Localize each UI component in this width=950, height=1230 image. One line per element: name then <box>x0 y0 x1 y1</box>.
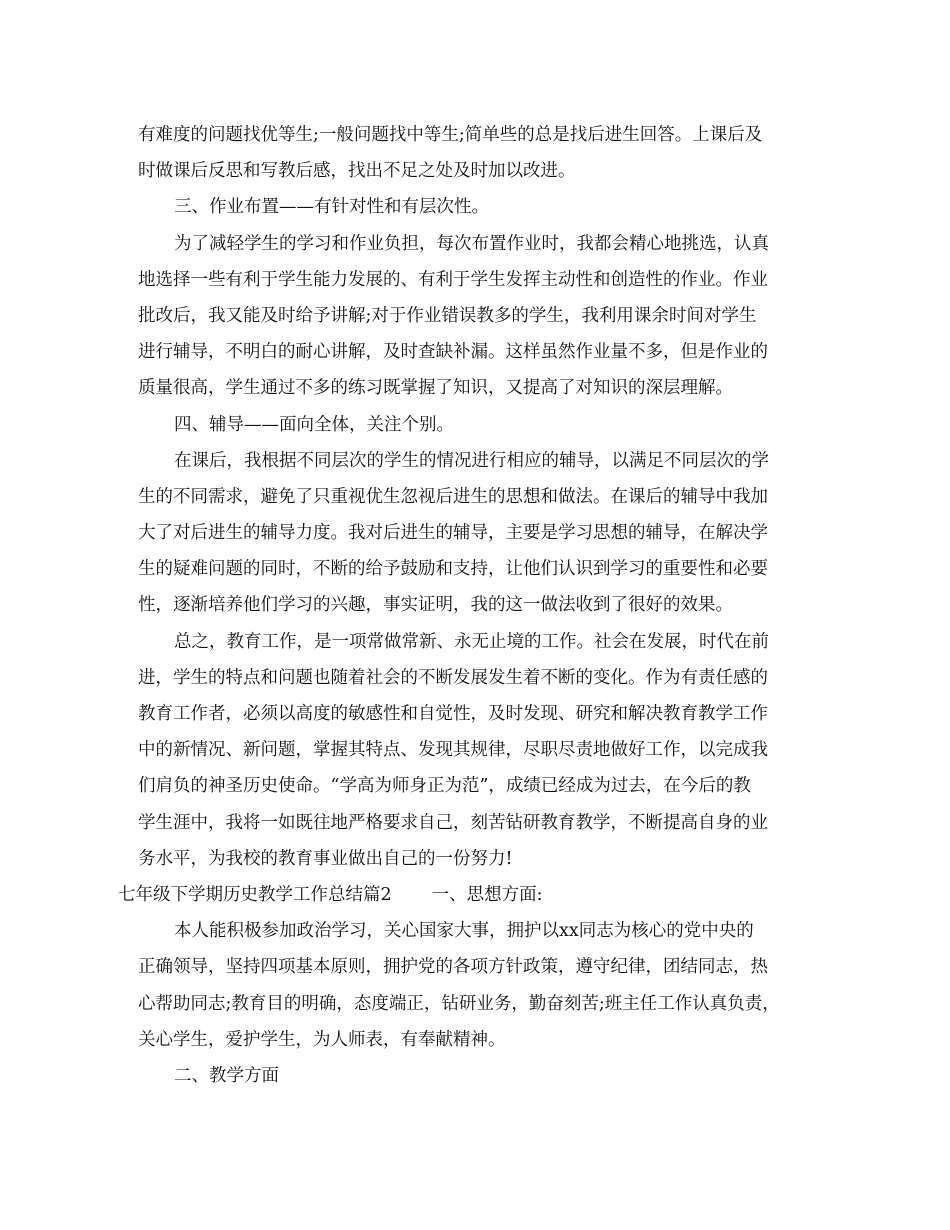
paragraph-line: 大了对后进生的辅导力度。我对后进生的辅导，主要是学习思想的辅导，在解决学 <box>138 523 768 544</box>
paragraph-line: 为了减轻学生的学习和作业负担，每次布置作业时，我都会精心地挑选，认真 <box>174 233 769 254</box>
paragraph-line: 学生涯中，我将一如既往地严格要求自己，刻苦钻研教育教学，不断提高自身的业 <box>138 812 768 833</box>
paragraph-line: 有难度的问题找优等生;一般问题找中等生;简单些的总是找后进生回答。上课后及 <box>138 125 763 145</box>
paragraph-line: 教育工作者，必须以高度的敏感性和自觉性，及时发现、研究和解决教育教学工作 <box>138 704 768 724</box>
paragraph-line: 性，逐渐培养他们学习的兴趣，事实证明，我的这一做法收到了很好的效果。 <box>138 595 733 616</box>
section-heading: 三、作业布置——有针对性和有层次性。 <box>174 197 489 218</box>
paragraph-line: 中的新情况、新问题，掌握其特点、发现其规律，尽职尽责地做好工作，以完成我 <box>138 740 768 761</box>
paragraph-line: 质量很高，学生通过不多的练习既掌握了知识，又提高了对知识的深层理解。 <box>138 378 733 399</box>
paragraph-line: 们肩负的神圣历史使命。“学高为师身正为范”，成绩已经成为过去，在今后的教 <box>138 776 751 797</box>
section-heading: 四、辅导——面向全体，关注个别。 <box>174 414 454 435</box>
paragraph-line: 关心学生，爱护学生，为人师表，有奉献精神。 <box>138 1029 506 1050</box>
paragraph-line: 心帮助同志;教育目的明确，态度端正，钻研业务，勤奋刻苦;班主任工作认真负责， <box>138 993 780 1014</box>
paragraph-line: 本人能积极参加政治学习，关心国家大事，拥护以xx同志为核心的党中央的 <box>174 921 754 942</box>
paragraph-line: 批改后，我又能及时给予讲解;对于作业错误教多的学生，我利用课余时间对学生 <box>138 305 757 326</box>
article-title: 七年级下学期历史教学工作总结篇2 <box>118 884 392 905</box>
article-heading <box>118 877 830 913</box>
paragraph-line: 地选择一些有利于学生能力发展的、有利于学生发挥主动性和创造性的作业。作业 <box>138 269 768 290</box>
paragraph-line: 时做课后反思和写教后感，找出不足之处及时加以改进。 <box>138 161 576 182</box>
paragraph-line: 务水平，为我校的教育事业做出自己的一份努力! <box>138 848 513 869</box>
paragraph-line: 总之，教育工作，是一项常做常新、永无止境的工作。社会在发展，时代在前 <box>174 631 769 652</box>
paragraph-line: 进，学生的特点和问题也随着社会的不断发展发生着不断的变化。作为有责任感的 <box>138 667 768 688</box>
paragraph-line: 进行辅导，不明白的耐心讲解，及时查缺补漏。这样虽然作业量不多，但是作业的 <box>138 342 768 363</box>
paragraph-line: 生的疑难问题的同时，不断的给予鼓励和支持，让他们认识到学习的重要性和必要 <box>138 559 768 580</box>
article-section: 一、思想方面: <box>431 884 543 905</box>
section-heading: 二、教学方面 <box>174 1065 279 1086</box>
paragraph-line: 生的不同需求，避免了只重视优生忽视后进生的思想和做法。在课后的辅导中我加 <box>138 486 768 507</box>
paragraph-line: 在课后，我根据不同层次的学生的情况进行相应的辅导，以满足不同层次的学 <box>174 450 769 471</box>
paragraph-line: 正确领导，坚持四项基本原则，拥护党的各项方针政策，遵守纪律，团结同志，热 <box>138 957 768 978</box>
